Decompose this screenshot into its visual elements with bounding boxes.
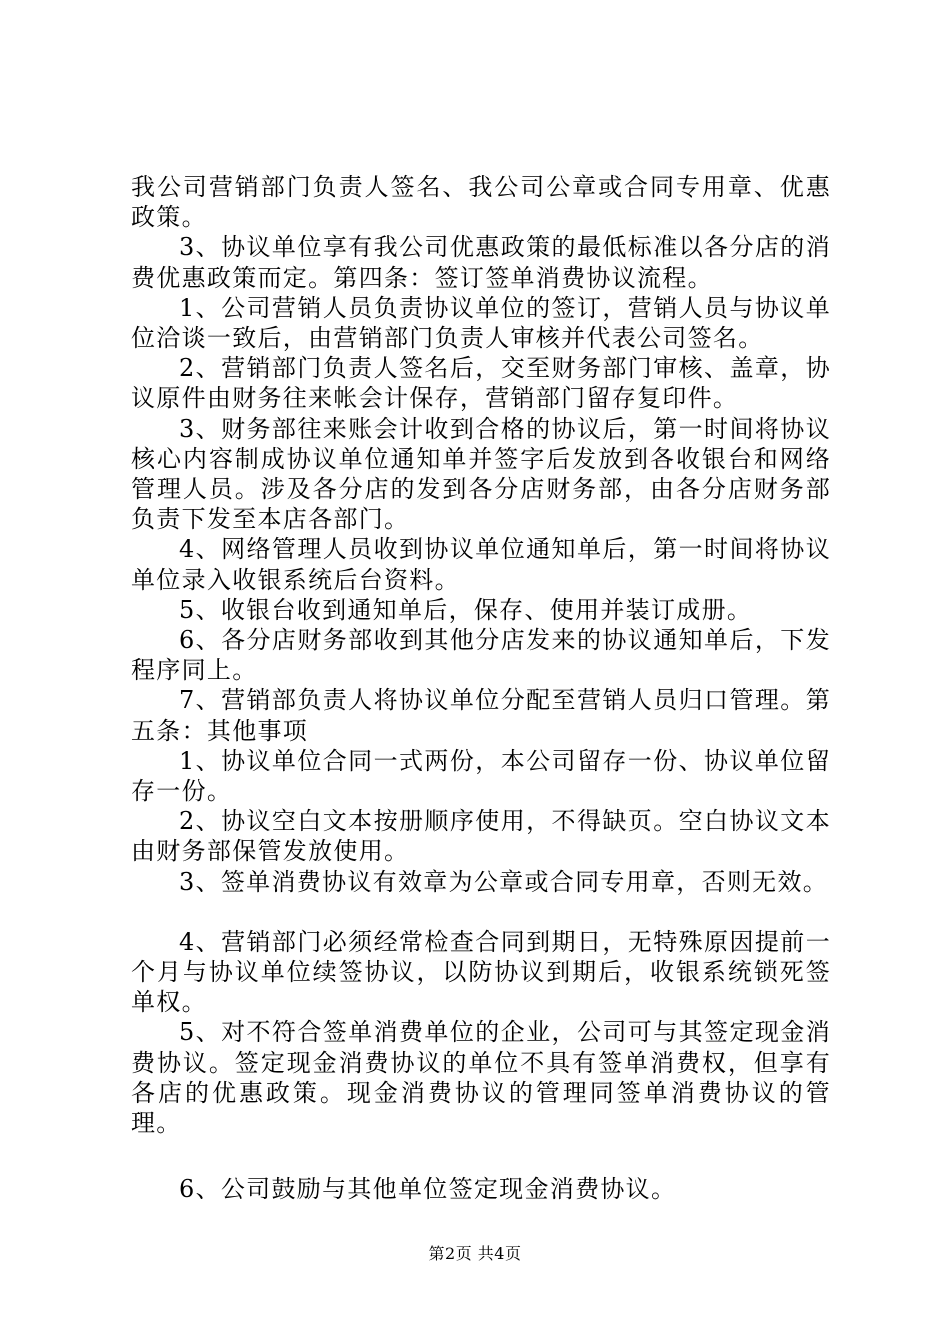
paragraph-article3-item3: 3、协议单位享有我公司优惠政策的最低标准以各分店的消费优惠政策而定。第四条：签订签单消费协议流程。 (131, 233, 831, 292)
paragraph-article5-item1: 1、协议单位合同一式两份，本公司留存一份、协议单位留存一份。 (131, 746, 831, 806)
paragraph-article5-item4: 4、营销部门必须经常检查合同到期日，无特殊原因提前一个月与协议单位续签协议，以防协议到期后，收银系统锁死签单权。 (131, 927, 831, 1017)
paragraph-article4-item5: 5、收银台收到通知单后，保存、使用并装订成册。 (179, 595, 753, 624)
paragraph-article5-item6: 6、公司鼓励与其他单位签定现金消费协议。 (179, 1175, 677, 1204)
document-body (131, 172, 831, 1205)
paragraph-article4-item2: 2、营销部门负责人签名后，交至财务部门审核、盖章，协议原件由财务往来帐会计保存，营销部门留存复印件。 (131, 354, 831, 413)
paragraph-article5-item5: 5、对不符合签单消费单位的企业，公司可与其签定现金消费协议。签定现金消费协议的单位不具有签单消费权，但享有各店的优惠政策。现金消费协议的管理同签单消费协议的管理。 (131, 1018, 831, 1138)
paragraph-article4-item1: 1、公司营销人员负责协议单位的签订，营销人员与协议单位洽谈一致后，由营销部门负责人审核并代表公司签名。 (131, 293, 831, 353)
paragraph-article4-item4: 4、网络管理人员收到协议单位通知单后，第一时间将协议单位录入收银系统后台资料。 (131, 535, 831, 594)
paragraph-article4-item3: 3、财务部往来账会计收到合格的协议后，第一时间将协议核心内容制成协议单位通知单并签字后发放到各收银台和网络管理人员。涉及各分店的发到各分店财务部，由各分店财务部负责下发至本店各部门。 (131, 414, 831, 534)
paragraph-article4-item6: 6、各分店财务部收到其他分店发来的协议通知单后，下发程序同上。 (131, 626, 831, 685)
paragraph-article4-item7: 7、营销部负责人将协议单位分配至营销人员归口管理。第五条：其他事项 (131, 686, 831, 745)
paragraph-article5-item3: 3、签单消费协议有效章为公章或合同专用章，否则无效。 (179, 867, 829, 896)
paragraph-continuation: 我公司营销部门负责人签名、我公司公章或合同专用章、优惠政策。 (131, 173, 831, 232)
paragraph-article5-item2: 2、协议空白文本按册顺序使用，不得缺页。空白协议文本由财务部保管发放使用。 (131, 807, 831, 866)
page-number-footer: 第2页 共4页 (428, 1244, 522, 1263)
